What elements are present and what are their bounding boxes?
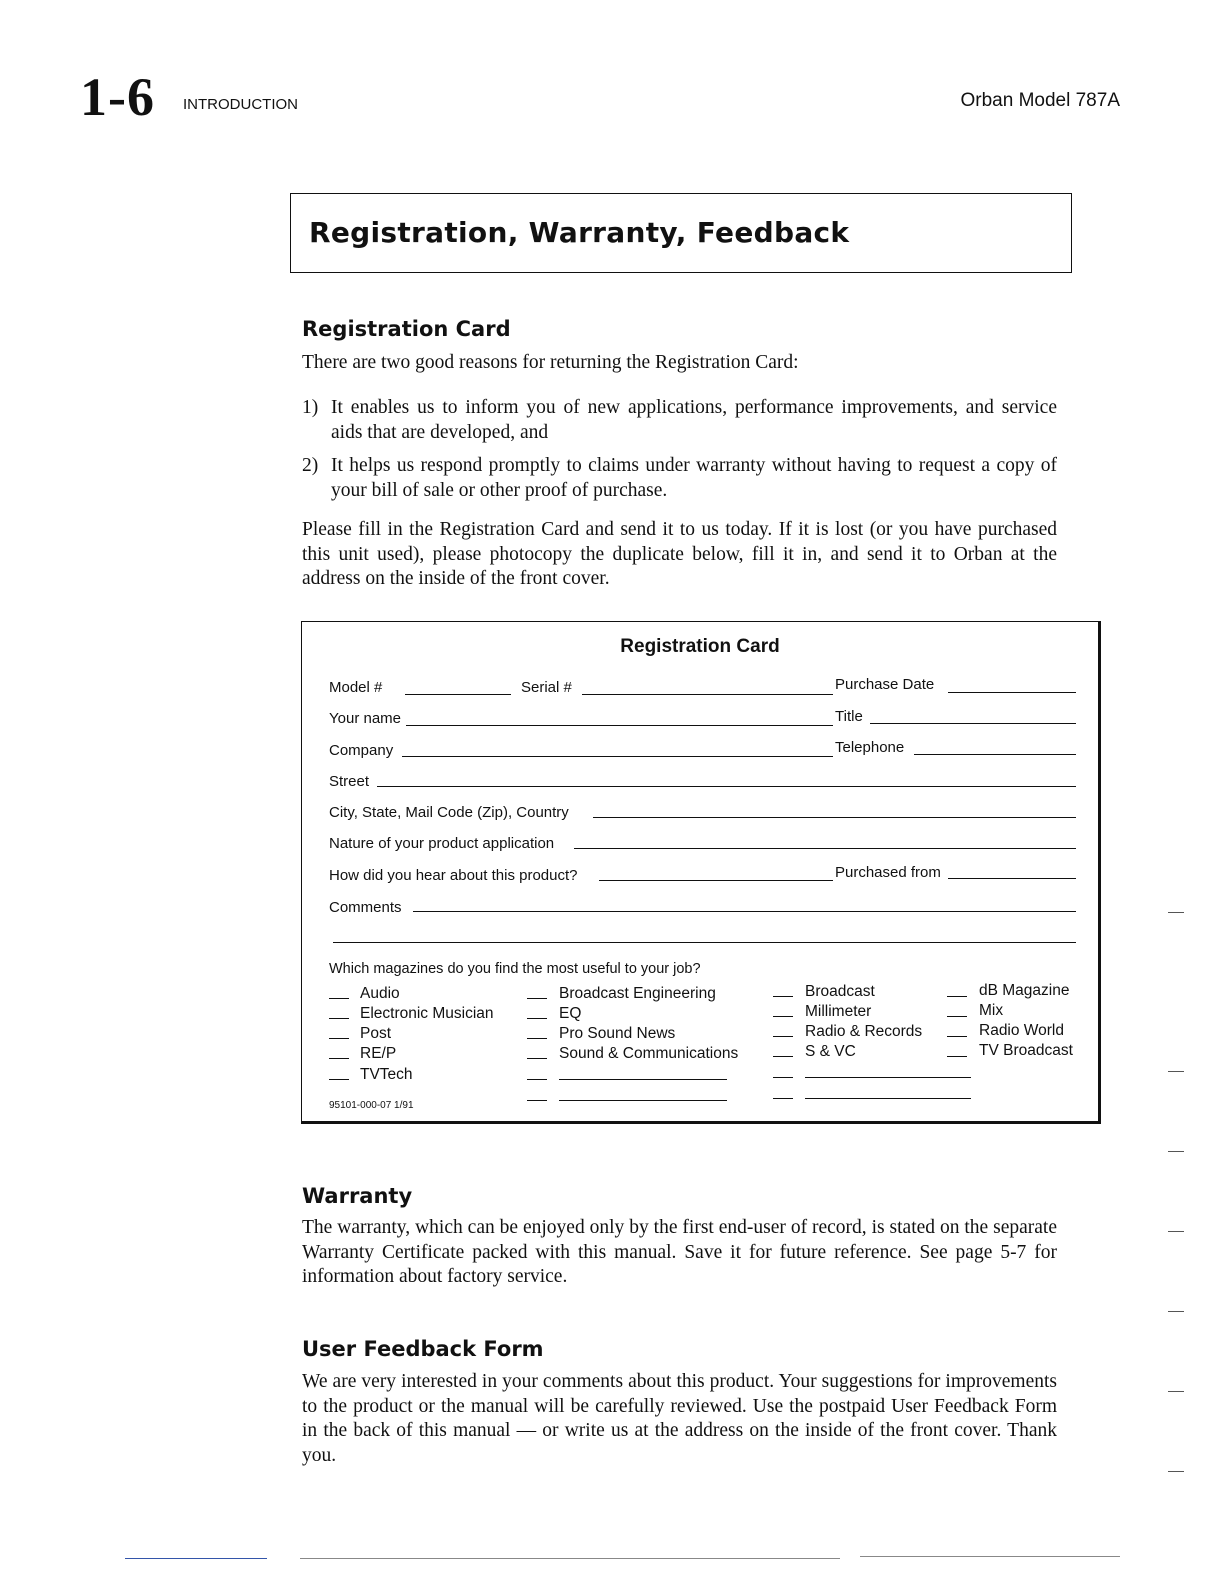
write-in-line[interactable] bbox=[805, 1077, 971, 1078]
magazine-option: TVTech bbox=[360, 1066, 413, 1083]
magazine-option: Audio bbox=[360, 985, 400, 1002]
margin-mark bbox=[1168, 1391, 1184, 1392]
nature-line[interactable] bbox=[574, 848, 1076, 849]
margin-mark bbox=[1168, 1311, 1184, 1312]
feedback-heading: User Feedback Form bbox=[302, 1337, 544, 1361]
margin-mark bbox=[1168, 1231, 1184, 1232]
list-item bbox=[302, 396, 1057, 445]
magazine-option: Broadcast bbox=[805, 983, 875, 1000]
purchase-date-line[interactable] bbox=[948, 692, 1076, 693]
checkbox-blank[interactable] bbox=[947, 996, 967, 997]
street-label: Street bbox=[329, 773, 370, 790]
registration-instructions: Please fill in the Registration Card and send it to us today. If it is lost (or you have purchased this unit used), please photocopy the duplicate below, fill it in, and send it to Orban at the address on the inside of the front cover. bbox=[302, 519, 1057, 589]
title-label: Title bbox=[835, 708, 863, 725]
company-line[interactable] bbox=[402, 756, 833, 757]
bottom-scan-line bbox=[125, 1558, 267, 1559]
checkbox-blank[interactable] bbox=[527, 1100, 547, 1101]
checkbox-blank[interactable] bbox=[527, 1058, 547, 1059]
checkbox-blank[interactable] bbox=[329, 1038, 349, 1039]
serial-label: Serial # bbox=[521, 679, 572, 696]
company-label: Company bbox=[329, 742, 394, 759]
list-number: 1) bbox=[302, 397, 319, 418]
magazine-option: Broadcast Engineering bbox=[559, 985, 716, 1002]
comments-label: Comments bbox=[329, 899, 402, 916]
checkbox-blank[interactable] bbox=[329, 1058, 349, 1059]
how-hear-label: How did you hear about this product? bbox=[329, 867, 578, 884]
margin-mark bbox=[1168, 912, 1184, 913]
your-name-label: Your name bbox=[329, 710, 401, 727]
checkbox-blank[interactable] bbox=[527, 1038, 547, 1039]
city-line[interactable] bbox=[593, 817, 1076, 818]
city-label: City, State, Mail Code (Zip), Country bbox=[329, 804, 569, 821]
magazine-option: EQ bbox=[559, 1005, 582, 1022]
checkbox-blank[interactable] bbox=[773, 1056, 793, 1057]
magazine-option: Radio World bbox=[979, 1022, 1065, 1039]
magazines-question: Which magazines do you find the most useful to your job? bbox=[329, 961, 701, 977]
list-text: It enables us to inform you of new applications, performance improvements, and service aids that are developed, and bbox=[331, 397, 1057, 443]
checkbox-blank[interactable] bbox=[773, 1098, 793, 1099]
magazine-option: Sound & Communications bbox=[559, 1045, 739, 1062]
checkbox-blank[interactable] bbox=[527, 1018, 547, 1019]
checkbox-blank[interactable] bbox=[947, 1036, 967, 1037]
bottom-scan-line bbox=[300, 1558, 840, 1559]
serial-line[interactable] bbox=[582, 694, 833, 695]
magazine-option: Pro Sound News bbox=[559, 1025, 676, 1042]
magazine-option: RE/P bbox=[360, 1045, 397, 1062]
bottom-scan-line bbox=[860, 1556, 1120, 1557]
magazine-option: Mix bbox=[979, 1002, 1004, 1019]
checkbox-blank[interactable] bbox=[947, 1056, 967, 1057]
street-line[interactable] bbox=[377, 786, 1076, 787]
magazine-option: Post bbox=[360, 1025, 392, 1042]
list-text: It helps us respond promptly to claims under warranty without having to request a copy of your bill of sale or other proof of purchase. bbox=[331, 455, 1057, 501]
how-hear-line[interactable] bbox=[599, 880, 833, 881]
checkbox-blank[interactable] bbox=[773, 996, 793, 997]
magazine-option: Radio & Records bbox=[805, 1023, 923, 1040]
telephone-line[interactable] bbox=[914, 754, 1076, 755]
checkbox-blank[interactable] bbox=[947, 1016, 967, 1017]
title-line[interactable] bbox=[870, 723, 1076, 724]
product-name: Orban Model 787A bbox=[960, 90, 1120, 111]
comments-line[interactable] bbox=[413, 911, 1076, 912]
comments-line-2[interactable] bbox=[333, 942, 1076, 943]
checkbox-blank[interactable] bbox=[527, 998, 547, 999]
warranty-heading: Warranty bbox=[302, 1184, 413, 1208]
list-number: 2) bbox=[302, 455, 319, 476]
checkbox-blank[interactable] bbox=[329, 998, 349, 999]
checkbox-blank[interactable] bbox=[773, 1016, 793, 1017]
magazine-option: S & VC bbox=[805, 1043, 856, 1060]
model-label: Model # bbox=[329, 679, 383, 696]
nature-label: Nature of your product application bbox=[329, 835, 555, 852]
purchased-from-label: Purchased from bbox=[835, 864, 941, 881]
margin-mark bbox=[1168, 1471, 1184, 1472]
title-box bbox=[290, 193, 1072, 273]
magazine-option: Millimeter bbox=[805, 1003, 872, 1020]
warranty-text: The warranty, which can be enjoyed only by the first end-user of record, is stated on the separate Warranty Certificate packed with this manual. Save it for future reference. See page 5-7 for information about factory service. bbox=[302, 1217, 1057, 1287]
registration-card bbox=[301, 621, 1101, 1124]
write-in-line[interactable] bbox=[559, 1079, 727, 1080]
telephone-label: Telephone bbox=[835, 739, 905, 756]
magazine-option: Electronic Musician bbox=[360, 1005, 494, 1022]
purchase-date-label: Purchase Date bbox=[835, 676, 935, 693]
margin-mark bbox=[1168, 1071, 1184, 1072]
write-in-line[interactable] bbox=[559, 1100, 727, 1101]
list-item bbox=[302, 454, 1057, 503]
checkbox-blank[interactable] bbox=[773, 1077, 793, 1078]
your-name-line[interactable] bbox=[406, 725, 833, 726]
margin-mark bbox=[1168, 1151, 1184, 1152]
page-title: Registration, Warranty, Feedback bbox=[309, 216, 850, 249]
card-title: Registration Card bbox=[620, 636, 780, 657]
section-label: INTRODUCTION bbox=[183, 96, 298, 113]
checkbox-blank[interactable] bbox=[527, 1079, 547, 1080]
model-line[interactable] bbox=[405, 694, 511, 695]
form-code: 95101-000-07 1/91 bbox=[329, 1100, 414, 1111]
registration-heading: Registration Card bbox=[302, 317, 511, 341]
checkbox-blank[interactable] bbox=[329, 1018, 349, 1019]
magazine-option: TV Broadcast bbox=[979, 1042, 1073, 1059]
page-number: 1-6 bbox=[80, 67, 155, 127]
checkbox-blank[interactable] bbox=[773, 1036, 793, 1037]
feedback-text: We are very interested in your comments about this product. Your suggestions for improvements to the product or the manual will be carefully reviewed. Use the postpaid User Feedback Form in the back of this manual — or write us at the address on the inside of the front cover. Thank you. bbox=[302, 1371, 1057, 1466]
magazine-option: dB Magazine bbox=[979, 982, 1070, 999]
checkbox-blank[interactable] bbox=[329, 1079, 349, 1080]
purchased-from-line[interactable] bbox=[948, 878, 1076, 879]
write-in-line[interactable] bbox=[805, 1098, 971, 1099]
registration-intro: There are two good reasons for returning the Registration Card: bbox=[302, 352, 799, 373]
